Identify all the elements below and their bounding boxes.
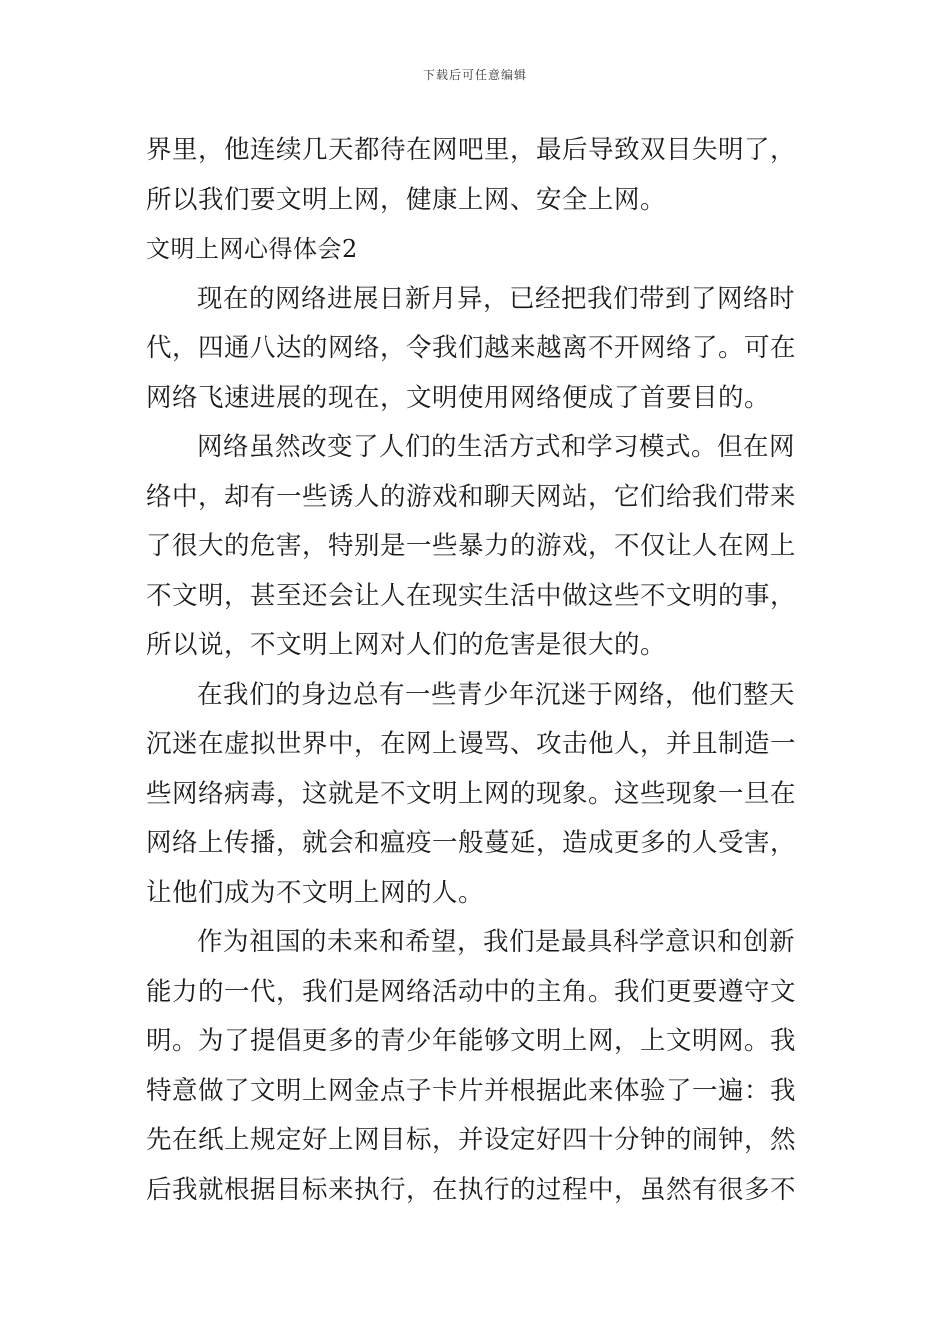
text-line: 所以我们要文明上网，健康上网、安全上网。 bbox=[146, 184, 667, 215]
text-line: 网络飞速进展的现在，文明使用网络便成了首要目的。 bbox=[146, 382, 771, 413]
text-line: 让他们成为不文明上网的人。 bbox=[146, 877, 485, 908]
paragraph-start-line: 现在的网络进展日新月异，已经把我们带到了网络时 bbox=[197, 283, 796, 314]
text-line: 明。为了提倡更多的青少年能够文明上网，上文明网。我 bbox=[146, 1026, 797, 1056]
text-line: 后我就根据目标来执行，在执行的过程中，虽然有很多不 bbox=[146, 1174, 797, 1205]
text-line: 了很大的危害，特别是一些暴力的游戏，不仅让人在网上 bbox=[146, 531, 797, 561]
text-line: 先在纸上规定好上网目标，并设定好四十分钟的闹钟，然 bbox=[146, 1125, 797, 1155]
text-line: 能力的一代，我们是网络活动中的主角。我们更要遵守文 bbox=[146, 976, 797, 1007]
header-note: 下载后可任意编辑 bbox=[422, 68, 527, 82]
paragraph-start-line: 作为祖国的未来和希望，我们是最具科学意识和创新 bbox=[197, 927, 796, 957]
text-line: 代，四通八达的网络，令我们越来越离不开网络了。可在 bbox=[146, 333, 797, 363]
text-line: 特意做了文明上网金点子卡片并根据此来体验了一遍：我 bbox=[146, 1075, 797, 1106]
paragraph-start-line: 网络虽然改变了人们的生活方式和学习模式。但在网 bbox=[197, 432, 796, 462]
paragraph-start-line: 在我们的身边总有一些青少年沉迷于网络，他们整天 bbox=[197, 679, 796, 710]
section-heading: 文明上网心得体会2 bbox=[146, 235, 358, 263]
text-line: 络中，却有一些诱人的游戏和聊天网站，它们给我们带来 bbox=[146, 481, 797, 512]
text-line: 界里，他连续几天都待在网吧里，最后导致双目失明了， bbox=[146, 135, 797, 165]
text-line: 些网络病毒，这就是不文明上网的现象。这些现象一旦在 bbox=[146, 778, 797, 809]
text-line: 沉迷在虚拟世界中，在网上谩骂、攻击他人，并且制造一 bbox=[146, 729, 797, 759]
body-text bbox=[146, 126, 810, 1215]
text-line: 网络上传播，就会和瘟疫一般蔓延，造成更多的人受害， bbox=[146, 828, 797, 858]
text-line: 所以说，不文明上网对人们的危害是很大的。 bbox=[146, 630, 667, 660]
text-line: 不文明，甚至还会让人在现实生活中做这些不文明的事， bbox=[146, 580, 797, 611]
